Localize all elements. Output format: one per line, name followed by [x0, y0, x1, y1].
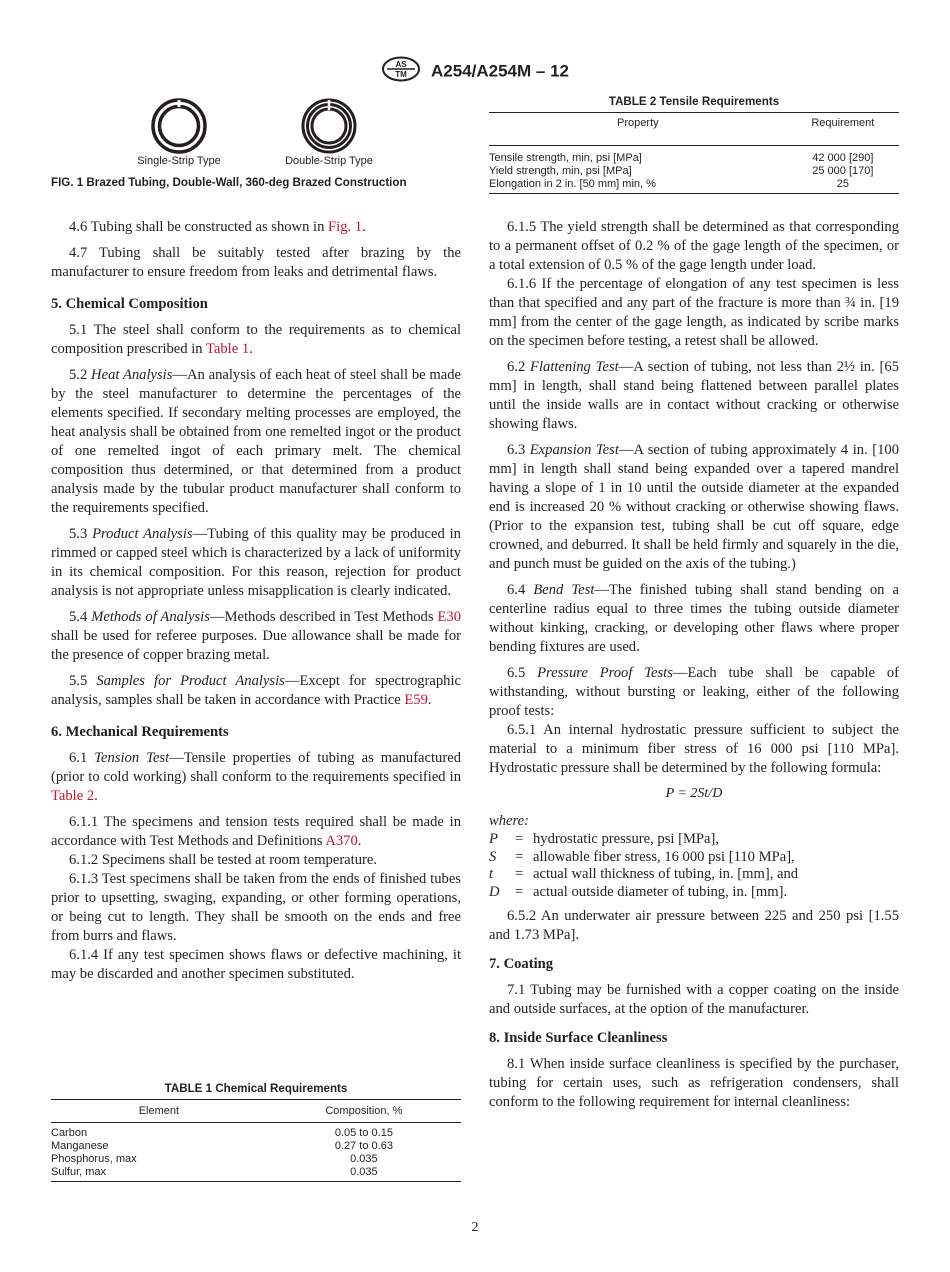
- table-row: [51, 1153, 461, 1166]
- paragraph-6-1-4: 6.1.4 If any test specimen shows flaws or defective machining, it may be discarded and another specimen substituted.: [51, 947, 461, 982]
- table-cell: 0.035: [350, 1152, 378, 1165]
- table-cell: 25 000 [170]: [812, 164, 874, 177]
- table-cell: Phosphorus, max: [51, 1152, 137, 1165]
- where-label: where:: [489, 813, 529, 829]
- double-strip-tube-drawing: [303, 100, 355, 152]
- section-heading-7: 7. Coating: [489, 956, 554, 972]
- table-cell: Sulfur, max: [51, 1165, 107, 1178]
- section-heading-5: 5. Chemical Composition: [51, 296, 208, 312]
- paragraph-7-1: 7.1 Tubing may be furnished with a copper coating on the inside and outside surfaces, at the option of the manufacturer.: [489, 982, 899, 1017]
- page-number: 2: [471, 1220, 479, 1235]
- column-header: Requirement: [787, 113, 899, 146]
- paragraph-5-1: 5.1 The steel shall conform to the requirements as to chemical composition prescribed in Table 1.: [51, 322, 461, 357]
- variable-row: P = hydrostatic pressure, psi [MPa],: [489, 831, 720, 847]
- table2-link[interactable]: Table 2: [51, 788, 95, 804]
- page-header: [0, 56, 950, 87]
- fig1-link[interactable]: Fig. 1: [328, 219, 363, 235]
- table1-link[interactable]: Table 1: [205, 341, 250, 357]
- pressure-formula: P = 2St/D: [665, 786, 723, 801]
- table-row: [51, 1140, 461, 1153]
- table-row: [51, 1127, 461, 1140]
- standard-designation: A254/A254M – 12: [431, 61, 569, 81]
- paragraph-6-5-1: 6.5.1 An internal hydrostatic pressure sufficient to subject the material to a minimum fiber stress of 16 000 psi [110 MPa]. Hydrostatic pressure shall be determined by the following formula:: [489, 722, 899, 776]
- double-strip-label: Double-Strip Type: [285, 155, 373, 167]
- column-header: Composition, %: [267, 1100, 461, 1123]
- table-row: [489, 165, 899, 178]
- table-title: TABLE 1 Chemical Requirements: [164, 1082, 348, 1095]
- paragraph-8-1: 8.1 When inside surface cleanliness is specified by the purchaser, tubing for certain uses, such as refrigeration condensers, shall conform to the following requirement for internal cleanliness:: [489, 1056, 899, 1110]
- table-cell: 0.05 to 0.15: [334, 1126, 393, 1139]
- paragraph-6-5: 6.5 Pressure Proof Tests—Each tube shall be capable of withstanding, without bursting or leaking, either of the following proof tests:: [489, 665, 899, 719]
- paragraph-6-5-2: 6.5.2 An underwater air pressure between 225 and 250 psi [1.55 and 1.73 MPa].: [489, 908, 899, 943]
- svg-text:TM: TM: [395, 70, 407, 79]
- table-cell: 0.035: [350, 1165, 378, 1178]
- column-header: Property: [489, 113, 787, 146]
- paragraph-6-1: 6.1 Tension Test—Tensile properties of tubing as manufactured (prior to cold working) shall conform to the requirements specified in Table 2.: [51, 750, 461, 804]
- figure-caption: FIG. 1 Brazed Tubing, Double-Wall, 360-deg Brazed Construction: [51, 176, 407, 189]
- paragraph-6-1-2: 6.1.2 Specimens shall be tested at room temperature.: [69, 852, 378, 868]
- paragraph-6-4: 6.4 Bend Test—The finished tubing shall stand bending on a centerline radius equal to three times the tubing outside diameter without kinking, cracking, or developing other flaws where proper bending fixtures are used.: [489, 582, 900, 655]
- table-row: [489, 178, 899, 194]
- section-heading-6: 6. Mechanical Requirements: [51, 724, 229, 740]
- left-column: [51, 218, 461, 984]
- variable-row: S = allowable fiber stress, 16 000 psi [110 MPa],: [489, 848, 795, 865]
- paragraph-6-3: 6.3 Expansion Test—A section of tubing approximately 4 in. [100 mm] in length shall stand being expanded over a tapered mandrel having a slope of 1 in 10 until the outside diameter at the expanded end is increased 20 % without cracking or otherwise showing flaws. (Prior to the expansion test, tubing shall be cut off square, edge crowned, and deburred. It shall be held firmly and squarely in the die, and punch must be guided on the axis of the tubing.): [489, 442, 899, 572]
- paragraph-6-2: 6.2 Flattening Test—A section of tubing, not less than 2½ in. [65 mm] in length, shall stand being flattened between parallel plates until the inside walls are in contact without cracking or otherwise showing flaws.: [489, 359, 899, 432]
- table-chemical-requirements: [51, 1082, 461, 1182]
- variable-row: D = actual outside diameter of tubing, in. [mm].: [489, 883, 788, 900]
- variable-definitions: [489, 831, 899, 901]
- table-cell: 25: [836, 177, 849, 190]
- column-header: Element: [51, 1100, 267, 1123]
- paragraph-5-3: 5.3 Product Analysis—Tubing of this quality may be produced in rimmed or capped steel which is characterized by a lack of uniformity in its chemical composition. For this reason, rejection for product analysis is not appropriate unless misapplication is clearly indicated.: [51, 526, 461, 599]
- paragraph-6-1-5: 6.1.5 The yield strength shall be determined as that corresponding to a permanent offset of 0.2 % of the gage length of the specimen, or a total extension of 0.5 % of the gage length under load.: [489, 219, 899, 273]
- paragraph-4-7: 4.7 Tubing shall be suitably tested after brazing by the manufacturer to ensure freedom from leaks and detrimental flaws.: [51, 245, 461, 280]
- paragraph-6-1-3: 6.1.3 Test specimens shall be taken from the ends of finished tubes prior to upsetting, swaging, expanding, or other forming operations, or being cut to length. They shall be smooth on the ends and free from burrs and flaws.: [51, 871, 461, 944]
- table-row: [489, 152, 899, 165]
- table-tensile-requirements: [489, 95, 899, 194]
- table-cell: 0.27 to 0.63: [334, 1139, 393, 1152]
- e30-link[interactable]: E30: [437, 609, 461, 625]
- paragraph-5-4: 5.4 Methods of Analysis—Methods described in Test Methods E30 shall be used for referee purposes. Due allowance shall be made for the presence of copper brazing metal.: [51, 609, 461, 663]
- svg-text:AS: AS: [395, 60, 407, 69]
- paragraph-5-5: 5.5 Samples for Product Analysis—Except for spectrographic analysis, samples shall be taken in accordance with Practice E59.: [51, 673, 461, 708]
- astm-logo-icon: [381, 56, 421, 87]
- right-column: [489, 218, 899, 1112]
- table-cell: Manganese: [51, 1139, 109, 1152]
- paragraph-4-6: 4.6 Tubing shall be constructed as shown in Fig. 1.: [69, 219, 366, 235]
- e59-link[interactable]: E59: [404, 692, 428, 708]
- paragraph-6-1-6: 6.1.6 If the percentage of elongation of any test specimen is less than that specified and any part of the fracture is more than ¾ in. [19 mm] from the center of the gage length, as indicated by scribe marks on the specimen before testing, a retest shall be allowed.: [489, 276, 899, 349]
- table-cell: 42 000 [290]: [812, 151, 874, 164]
- variable-row: t = actual wall thickness of tubing, in. [mm], and: [489, 866, 799, 882]
- a370-link[interactable]: A370: [325, 833, 358, 849]
- table-cell: Yield strength, min, psi [MPa]: [489, 164, 632, 177]
- table-cell: Tensile strength, min, psi [MPa]: [489, 151, 642, 164]
- single-strip-tube-drawing: [153, 100, 205, 152]
- table-title: TABLE 2 Tensile Requirements: [608, 95, 780, 108]
- table-row: [51, 1166, 461, 1182]
- paragraph-5-2: 5.2 Heat Analysis—An analysis of each heat of steel shall be made by the steel manufacturer to determine the percentages of the elements specified. If secondary melting processes are employed, the heat analysis shall be obtained from one remelted ingot or the product of one remelted ingot of each primary melt. The chemical composition thus determined, or that determined from a product analysis made by the tubular product manufacturer shall conform to the requirements specified.: [51, 367, 461, 516]
- single-strip-label: Single-Strip Type: [137, 155, 221, 167]
- section-heading-8: 8. Inside Surface Cleanliness: [489, 1030, 668, 1046]
- paragraph-6-1-1: 6.1.1 The specimens and tension tests required shall be made in accordance with Test Methods and Definitions A370.: [51, 814, 461, 849]
- table-cell: Elongation in 2 in. [50 mm] min, %: [489, 177, 656, 190]
- table-cell: Carbon: [51, 1126, 88, 1139]
